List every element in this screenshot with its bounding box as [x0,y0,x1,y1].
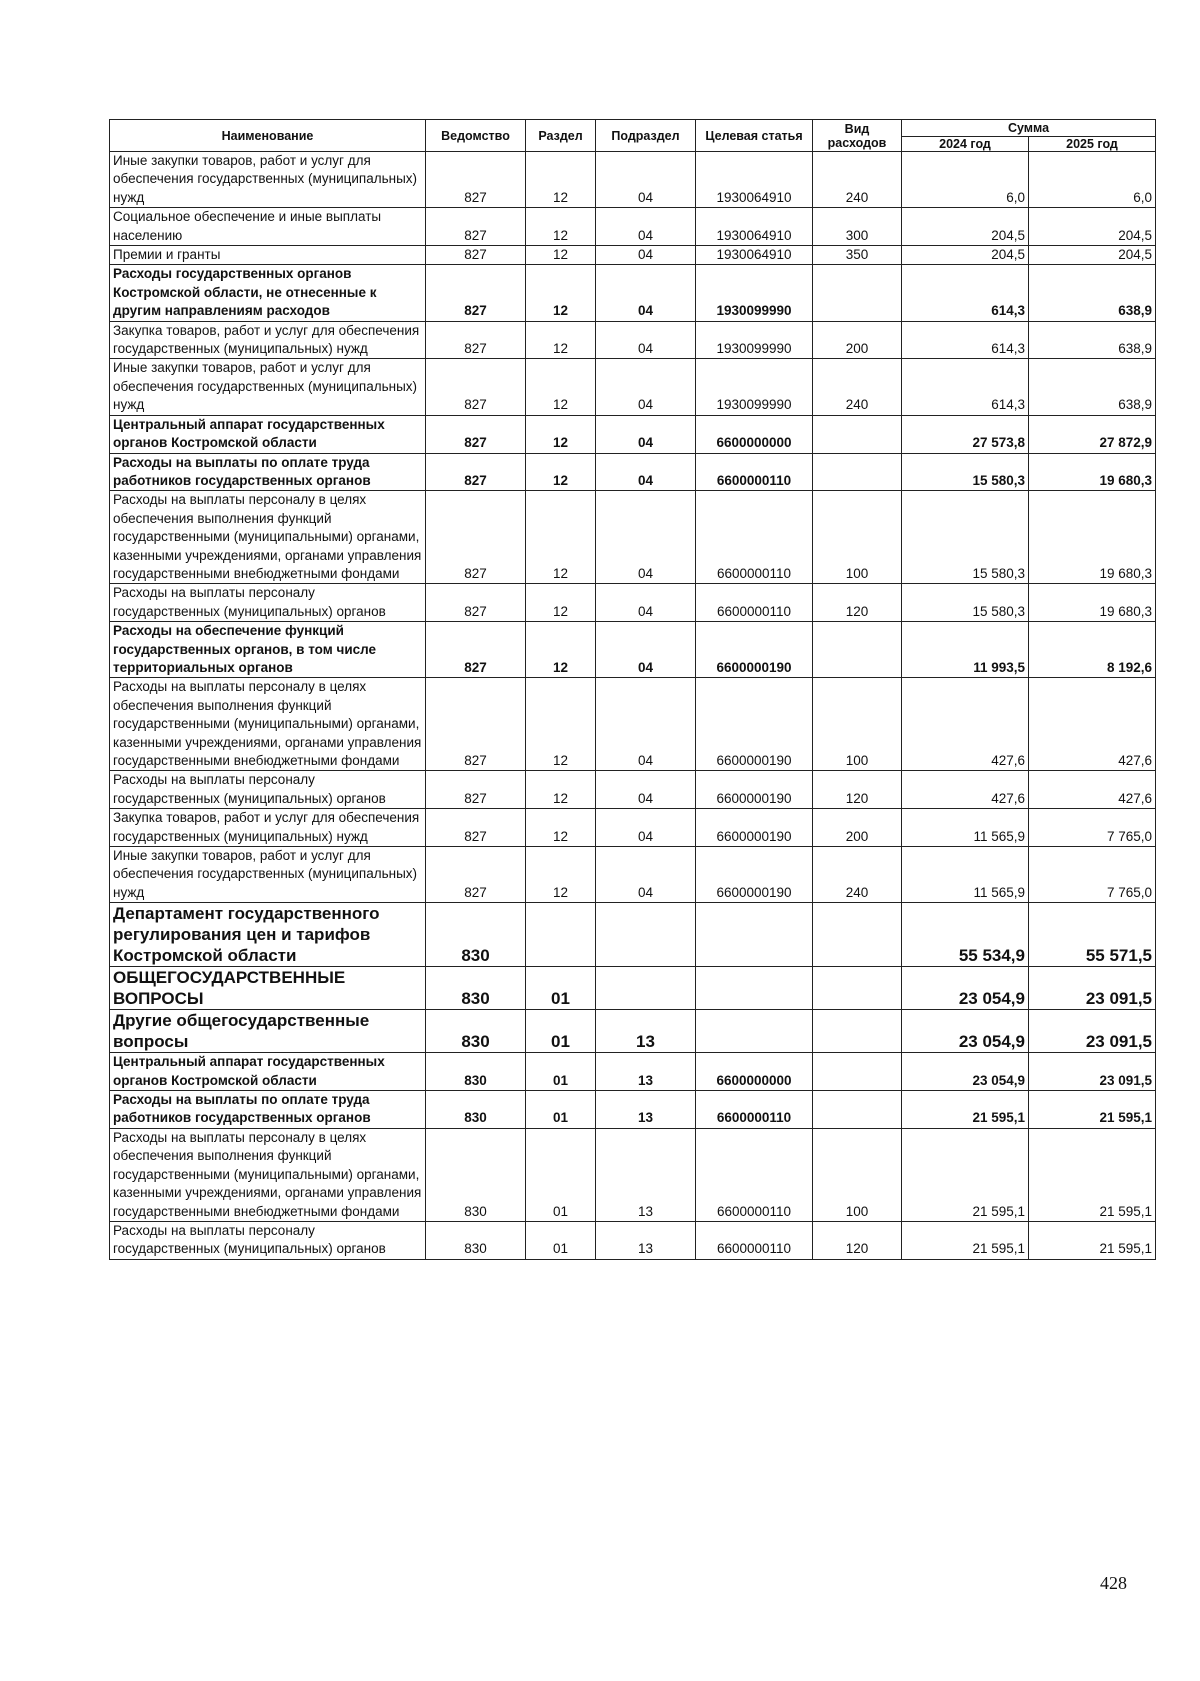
table-body [110,152,1156,1260]
cell-vedomstvo: 827 [426,453,526,491]
cell-podrazdel: 13 [596,1010,696,1053]
cell-name: Расходы государственных органов Костромской области, не отнесенные к другим направлениям расходов [110,265,426,321]
cell-sum-2025: 204,5 [1029,246,1156,265]
cell-razdel: 12 [526,491,596,584]
cell-sum-2024: 204,5 [902,246,1029,265]
cell-razdel: 01 [526,1053,596,1091]
table-row [110,491,1156,584]
cell-vedomstvo: 827 [426,809,526,847]
cell-sum-2024: 11 993,5 [902,622,1029,678]
col-header-2024: 2024 год [902,137,1029,152]
cell-sum-2024: 55 534,9 [902,903,1029,967]
table-row [110,1128,1156,1221]
cell-razdel: 12 [526,415,596,453]
cell-sum-2025: 8 192,6 [1029,622,1156,678]
cell-vedomstvo: 827 [426,678,526,771]
cell-vid [813,453,902,491]
cell-razdel: 12 [526,584,596,622]
cell-podrazdel: 13 [596,1091,696,1129]
cell-vedomstvo: 827 [426,265,526,321]
cell-tselevaya: 6600000110 [696,1091,813,1129]
cell-name: Центральный аппарат государственных органов Костромской области [110,415,426,453]
cell-tselevaya: 6600000190 [696,678,813,771]
cell-tselevaya: 6600000110 [696,453,813,491]
cell-sum-2024: 21 595,1 [902,1221,1029,1259]
cell-sum-2025: 19 680,3 [1029,491,1156,584]
cell-sum-2024: 21 595,1 [902,1128,1029,1221]
cell-vedomstvo: 827 [426,847,526,903]
table-row [110,1091,1156,1129]
cell-vedomstvo: 830 [426,1053,526,1091]
cell-vedomstvo: 830 [426,1010,526,1053]
cell-vid: 120 [813,584,902,622]
cell-sum-2025: 7 765,0 [1029,847,1156,903]
cell-razdel: 12 [526,265,596,321]
cell-razdel: 12 [526,208,596,246]
cell-podrazdel [596,967,696,1010]
table-row [110,359,1156,415]
cell-razdel: 12 [526,622,596,678]
cell-sum-2025: 23 091,5 [1029,967,1156,1010]
cell-sum-2024: 614,3 [902,359,1029,415]
cell-vedomstvo: 827 [426,246,526,265]
cell-vid: 200 [813,321,902,359]
col-header-vedomstvo: Ведомство [426,120,526,152]
cell-podrazdel: 13 [596,1053,696,1091]
cell-vedomstvo: 827 [426,152,526,208]
cell-tselevaya: 6600000190 [696,771,813,809]
cell-sum-2025: 427,6 [1029,771,1156,809]
cell-podrazdel: 04 [596,491,696,584]
cell-vedomstvo: 827 [426,584,526,622]
cell-tselevaya [696,903,813,967]
cell-sum-2025: 19 680,3 [1029,453,1156,491]
cell-sum-2024: 15 580,3 [902,453,1029,491]
cell-razdel: 01 [526,1221,596,1259]
table-row [110,453,1156,491]
cell-sum-2025: 638,9 [1029,321,1156,359]
table-row [110,622,1156,678]
cell-tselevaya: 1930064910 [696,152,813,208]
cell-sum-2024: 23 054,9 [902,967,1029,1010]
cell-tselevaya [696,967,813,1010]
page-number: 428 [1100,1573,1127,1593]
cell-vedomstvo: 830 [426,1221,526,1259]
cell-vid: 120 [813,771,902,809]
cell-razdel: 12 [526,847,596,903]
cell-podrazdel: 13 [596,1128,696,1221]
cell-name: Иные закупки товаров, работ и услуг для обеспечения государственных (муниципальных) нужд [110,359,426,415]
table-row [110,584,1156,622]
col-header-razdel: Раздел [526,120,596,152]
table-row [110,903,1156,967]
cell-sum-2025: 21 595,1 [1029,1091,1156,1129]
cell-tselevaya: 1930099990 [696,359,813,415]
cell-sum-2025: 204,5 [1029,208,1156,246]
cell-razdel: 01 [526,967,596,1010]
cell-vid: 240 [813,152,902,208]
cell-vedomstvo: 827 [426,321,526,359]
cell-razdel: 12 [526,359,596,415]
col-header-tselevaya: Целевая статья [696,120,813,152]
cell-sum-2024: 11 565,9 [902,809,1029,847]
cell-vedomstvo: 830 [426,903,526,967]
cell-name: Расходы на выплаты персоналу государственных (муниципальных) органов [110,1221,426,1259]
table-row [110,771,1156,809]
cell-name: Расходы на выплаты персоналу государственных (муниципальных) органов [110,771,426,809]
cell-podrazdel: 04 [596,678,696,771]
table-row [110,246,1156,265]
cell-podrazdel: 04 [596,359,696,415]
cell-vedomstvo: 827 [426,771,526,809]
col-header-2025: 2025 год [1029,137,1156,152]
cell-podrazdel [596,903,696,967]
cell-name: Премии и гранты [110,246,426,265]
cell-razdel [526,903,596,967]
cell-vedomstvo: 827 [426,359,526,415]
cell-tselevaya: 6600000110 [696,584,813,622]
cell-vid [813,1010,902,1053]
table-row [110,208,1156,246]
cell-sum-2025: 27 872,9 [1029,415,1156,453]
cell-sum-2025: 19 680,3 [1029,584,1156,622]
cell-tselevaya: 6600000000 [696,415,813,453]
cell-sum-2024: 15 580,3 [902,491,1029,584]
col-header-name: Наименование [110,120,426,152]
table-row [110,809,1156,847]
cell-podrazdel: 04 [596,809,696,847]
cell-podrazdel: 04 [596,622,696,678]
cell-sum-2025: 23 091,5 [1029,1010,1156,1053]
cell-vid: 240 [813,847,902,903]
cell-razdel: 12 [526,246,596,265]
cell-vedomstvo: 830 [426,1128,526,1221]
cell-sum-2024: 27 573,8 [902,415,1029,453]
col-header-vid: Вид расходов [813,120,902,152]
cell-sum-2024: 427,6 [902,771,1029,809]
cell-podrazdel: 04 [596,771,696,809]
table-row [110,967,1156,1010]
cell-tselevaya: 6600000190 [696,847,813,903]
cell-tselevaya [696,1010,813,1053]
budget-table [109,119,1156,1260]
cell-sum-2025: 427,6 [1029,678,1156,771]
cell-podrazdel: 04 [596,584,696,622]
cell-vid: 100 [813,1128,902,1221]
cell-name: Расходы на выплаты персоналу в целях обеспечения выполнения функций государственными (муниципальными) органами, казенными учреждениями, органами управления государственными внебюджетными фондами [110,678,426,771]
cell-sum-2024: 204,5 [902,208,1029,246]
cell-vedomstvo: 827 [426,208,526,246]
cell-name: Расходы на выплаты по оплате труда работников государственных органов [110,453,426,491]
cell-razdel: 01 [526,1091,596,1129]
col-header-summa: Сумма [902,120,1156,137]
cell-sum-2024: 23 054,9 [902,1053,1029,1091]
cell-vid: 300 [813,208,902,246]
cell-podrazdel: 04 [596,453,696,491]
cell-razdel: 12 [526,678,596,771]
cell-tselevaya: 1930099990 [696,265,813,321]
cell-sum-2025: 23 091,5 [1029,1053,1156,1091]
cell-tselevaya: 6600000000 [696,1053,813,1091]
cell-vedomstvo: 827 [426,415,526,453]
cell-vid [813,1091,902,1129]
cell-vid [813,622,902,678]
cell-vid: 100 [813,678,902,771]
cell-sum-2024: 15 580,3 [902,584,1029,622]
cell-podrazdel: 04 [596,415,696,453]
cell-razdel: 01 [526,1010,596,1053]
table-row [110,678,1156,771]
cell-sum-2025: 6,0 [1029,152,1156,208]
cell-sum-2024: 614,3 [902,321,1029,359]
cell-razdel: 12 [526,771,596,809]
table-row [110,1053,1156,1091]
table-row [110,265,1156,321]
cell-vid: 200 [813,809,902,847]
cell-name: Социальное обеспечение и иные выплаты населению [110,208,426,246]
cell-podrazdel: 04 [596,152,696,208]
table-row [110,1010,1156,1053]
cell-name: Иные закупки товаров, работ и услуг для обеспечения государственных (муниципальных) нужд [110,847,426,903]
col-header-podrazdel: Подраздел [596,120,696,152]
cell-sum-2024: 11 565,9 [902,847,1029,903]
cell-podrazdel: 04 [596,847,696,903]
cell-vid: 120 [813,1221,902,1259]
cell-razdel: 12 [526,453,596,491]
cell-vid [813,265,902,321]
budget-document [109,119,1155,1260]
cell-podrazdel: 04 [596,208,696,246]
cell-name: Расходы на обеспечение функций государственных органов, в том числе территориальных органов [110,622,426,678]
cell-vedomstvo: 830 [426,967,526,1010]
table-row [110,847,1156,903]
cell-vid: 100 [813,491,902,584]
cell-sum-2025: 638,9 [1029,359,1156,415]
cell-sum-2024: 23 054,9 [902,1010,1029,1053]
table-row [110,1221,1156,1259]
cell-tselevaya: 6600000110 [696,491,813,584]
cell-podrazdel: 04 [596,246,696,265]
cell-tselevaya: 1930064910 [696,208,813,246]
table-row [110,152,1156,208]
cell-vid [813,415,902,453]
cell-sum-2024: 427,6 [902,678,1029,771]
cell-podrazdel: 13 [596,1221,696,1259]
cell-name: Департамент государственного регулирования цен и тарифов Костромской области [110,903,426,967]
cell-sum-2025: 638,9 [1029,265,1156,321]
cell-sum-2025: 55 571,5 [1029,903,1156,967]
cell-tselevaya: 1930064910 [696,246,813,265]
cell-name: Расходы на выплаты персоналу в целях обеспечения выполнения функций государственными (муниципальными) органами, казенными учреждениями, органами управления государственными внебюджетными фондами [110,491,426,584]
cell-razdel: 12 [526,809,596,847]
cell-sum-2024: 21 595,1 [902,1091,1029,1129]
cell-tselevaya: 1930099990 [696,321,813,359]
cell-vid [813,903,902,967]
cell-name: Закупка товаров, работ и услуг для обеспечения государственных (муниципальных) нужд [110,321,426,359]
table-row [110,321,1156,359]
cell-name: Другие общегосударственные вопросы [110,1010,426,1053]
table-row [110,415,1156,453]
cell-name: Иные закупки товаров, работ и услуг для обеспечения государственных (муниципальных) нужд [110,152,426,208]
cell-tselevaya: 6600000190 [696,622,813,678]
cell-sum-2025: 7 765,0 [1029,809,1156,847]
cell-sum-2025: 21 595,1 [1029,1221,1156,1259]
cell-tselevaya: 6600000190 [696,809,813,847]
cell-vid: 240 [813,359,902,415]
cell-vid [813,967,902,1010]
cell-vedomstvo: 827 [426,622,526,678]
cell-tselevaya: 6600000110 [696,1128,813,1221]
cell-razdel: 01 [526,1128,596,1221]
cell-name: ОБЩЕГОСУДАРСТВЕННЫЕ ВОПРОСЫ [110,967,426,1010]
cell-vid: 350 [813,246,902,265]
cell-vedomstvo: 827 [426,491,526,584]
cell-podrazdel: 04 [596,265,696,321]
cell-name: Расходы на выплаты по оплате труда работников государственных органов [110,1091,426,1129]
cell-razdel: 12 [526,152,596,208]
cell-name: Расходы на выплаты персоналу в целях обеспечения выполнения функций государственными (муниципальными) органами, казенными учреждениями, органами управления государственными внебюджетными фондами [110,1128,426,1221]
cell-tselevaya: 6600000110 [696,1221,813,1259]
cell-name: Расходы на выплаты персоналу государственных (муниципальных) органов [110,584,426,622]
cell-sum-2024: 614,3 [902,265,1029,321]
cell-name: Закупка товаров, работ и услуг для обеспечения государственных (муниципальных) нужд [110,809,426,847]
cell-podrazdel: 04 [596,321,696,359]
cell-sum-2025: 21 595,1 [1029,1128,1156,1221]
cell-name: Центральный аппарат государственных органов Костромской области [110,1053,426,1091]
cell-vid [813,1053,902,1091]
cell-vedomstvo: 830 [426,1091,526,1129]
cell-sum-2024: 6,0 [902,152,1029,208]
cell-razdel: 12 [526,321,596,359]
